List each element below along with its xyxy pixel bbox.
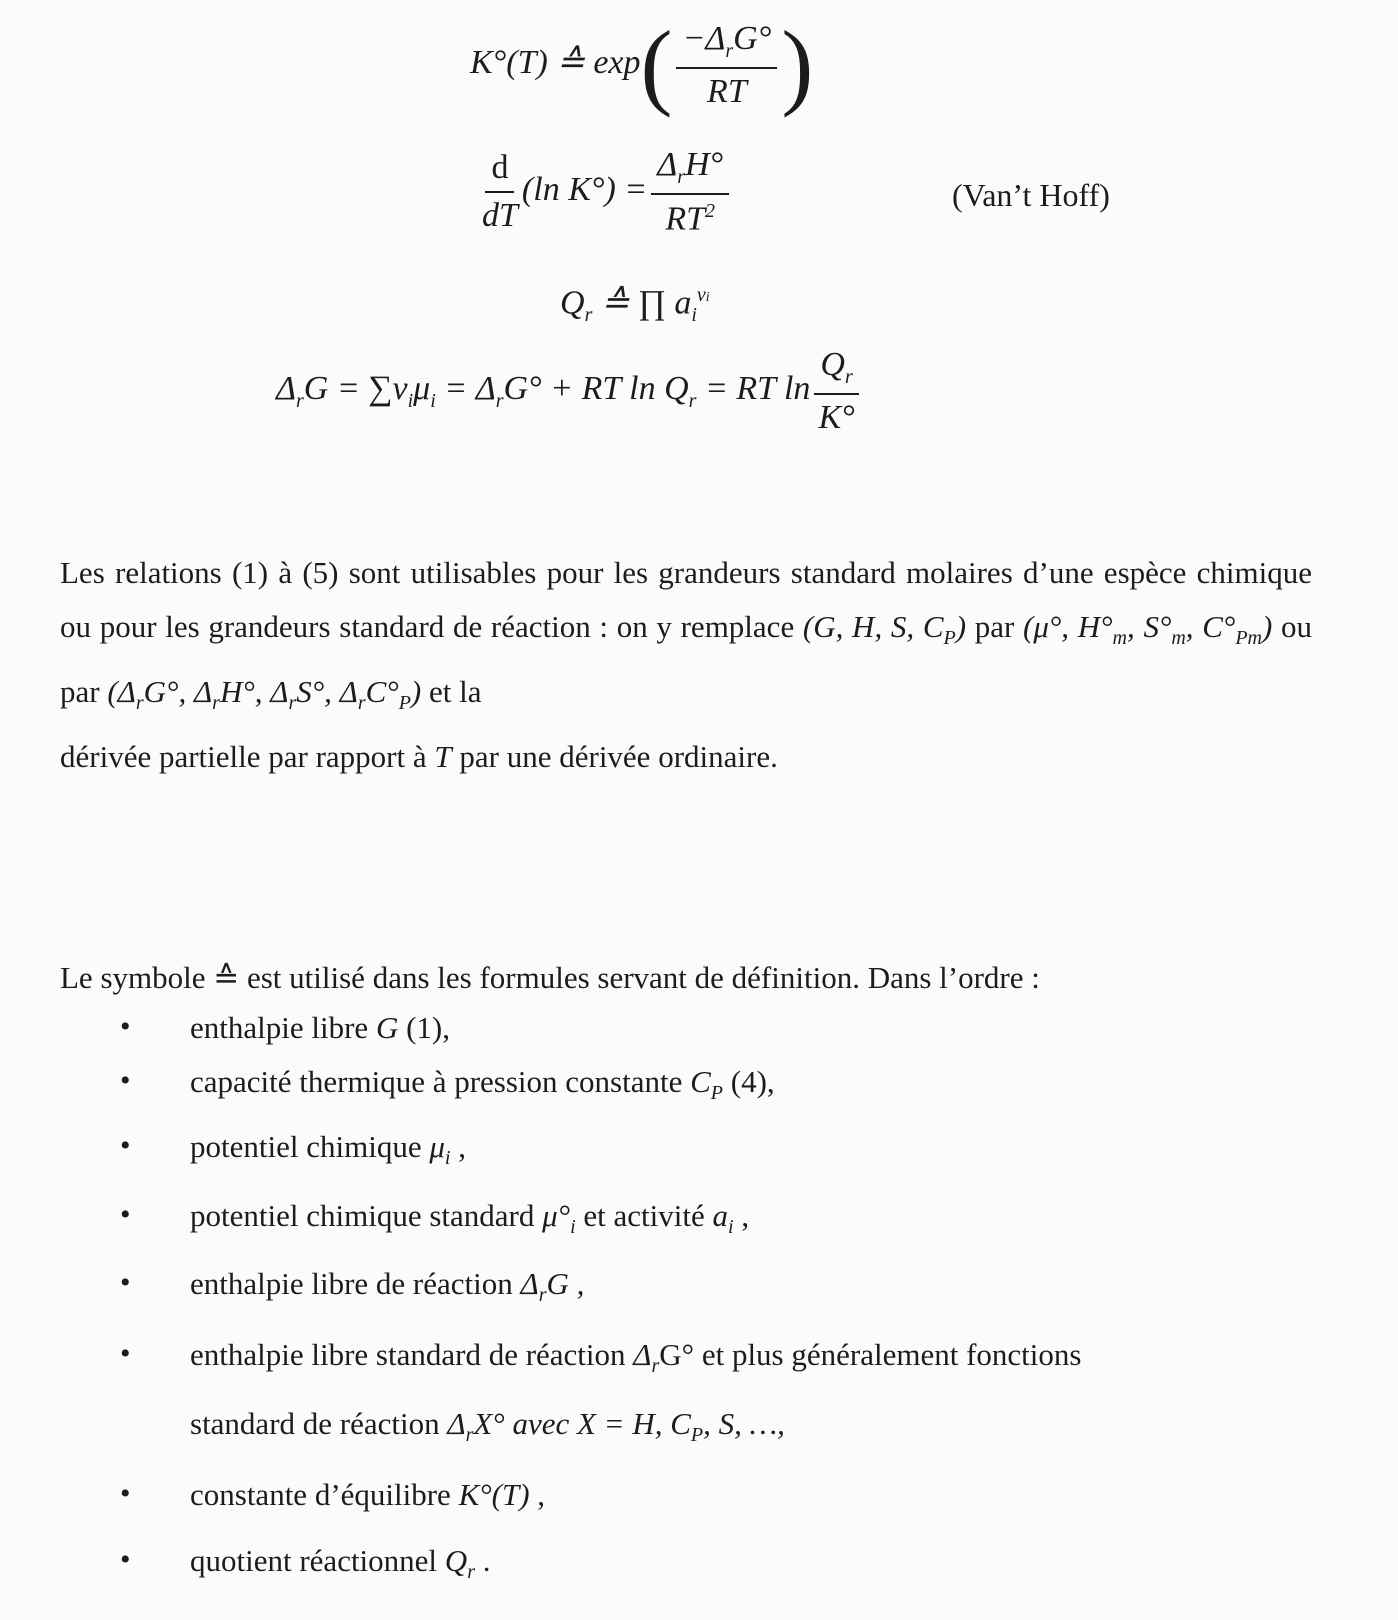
paragraph-line1: Les relations (1) à (5) sont utilisables pour les grandeurs standard molaires d’une espèce chimique ou pour les grandeurs standard de réaction : on y remplace [60, 555, 1312, 644]
intro-a: Le symbole [60, 960, 214, 995]
eq1-lhs: K°(T) ≙ exp [470, 44, 641, 82]
def-text: enthalpie libre de réaction [190, 1265, 521, 1301]
eq4-p1-sub: r [295, 389, 304, 412]
def-sub: i [570, 1216, 576, 1239]
def-tail: et activité [575, 1198, 713, 1234]
def-tail: . [474, 1543, 491, 1579]
def-sub: r [651, 1354, 660, 1377]
eq4-mu: μ [413, 370, 431, 408]
eq1-close-paren: ) [781, 11, 814, 119]
list-item [120, 1266, 1320, 1307]
def-tail: (4), [723, 1064, 775, 1099]
eq3-rhs-sub: i [691, 304, 697, 327]
list-item [120, 1064, 1320, 1105]
equation-vant-hoff [478, 148, 733, 236]
def-text: constante d’équilibre [190, 1477, 459, 1513]
def-math: μ [429, 1129, 445, 1165]
paragraph-set2-mid1: , S° [1127, 609, 1172, 644]
eq4-p1-sub3: i [430, 389, 436, 412]
def-sub2: P [690, 1424, 704, 1447]
eq2-fraction [651, 148, 729, 236]
paragraph-set3-s1: r [135, 692, 144, 715]
list-item [120, 1337, 1320, 1378]
paragraph-set3-d: C° [365, 674, 399, 710]
eq2-derivative [482, 151, 518, 233]
def-text: potentiel chimique standard [190, 1198, 543, 1234]
eq4-p3: = RT ln [696, 370, 811, 408]
eq4-p2-sub2: r [688, 389, 697, 412]
list-item [120, 1543, 1320, 1584]
def-text: enthalpie libre [190, 1010, 376, 1045]
def-tail: G , [546, 1265, 585, 1301]
def-math: μ° [542, 1198, 571, 1234]
list-item [120, 1010, 1320, 1046]
eq1-num: −Δ [682, 20, 726, 57]
paragraph-set3-s4: r [357, 692, 366, 715]
eq4-num: Q [820, 346, 845, 383]
def-math: Δ [633, 1336, 652, 1372]
eq3-rhs: ≙ ∏ a [592, 284, 692, 322]
eq1-open-paren: ( [640, 11, 673, 119]
paragraph-set2-sub3: Pm [1235, 627, 1262, 650]
paragraph-set1: (G, H, S, C [802, 609, 944, 644]
intro-b: est utilisé dans les formules servant de définition. Dans l’ordre : [239, 960, 1040, 995]
paragraph-set3-s2: r [212, 692, 220, 715]
paragraph-set1-end: ) [955, 609, 967, 644]
def-sub: P [710, 1082, 724, 1105]
definitions-list [120, 1010, 1320, 1584]
list-item [120, 1129, 1320, 1170]
paragraph-set3-s3: r [288, 692, 297, 715]
def-text: standard de réaction [190, 1405, 448, 1441]
def-math: G [375, 1010, 399, 1045]
paragraph-et-la: et la [421, 674, 482, 710]
eq2-den-sup: 2 [705, 199, 716, 222]
eq3-lhs: Q [560, 284, 585, 322]
eq4-den: K° [818, 398, 855, 436]
def-sub: r [538, 1283, 547, 1306]
paragraph-set3: (Δ [107, 674, 136, 710]
def-math2: a [712, 1198, 728, 1234]
eq1-den: RT [707, 72, 747, 110]
paragraph-set3-a: G°, Δ [143, 674, 213, 710]
eq4-p2-sub: r [495, 389, 504, 412]
eq3-lhs-sub: r [584, 304, 593, 327]
eq3-rhs-sup-sub: i [705, 290, 710, 305]
paragraph-last-T: T [434, 739, 452, 775]
paragraph-set3-s5: P [398, 692, 411, 715]
def-text: capacité thermique à pression constante [190, 1064, 691, 1099]
def-tail: , [529, 1477, 546, 1513]
definitions-intro [60, 960, 1040, 996]
def-tail: X° avec X = H, C [473, 1405, 691, 1441]
paragraph-set1-sub: P [943, 627, 956, 650]
paragraph-ou-par: ou par [60, 609, 1313, 710]
paragraph-set2-sub2: m [1171, 627, 1186, 650]
def-text: potentiel chimique [190, 1129, 430, 1165]
eq1-fraction [676, 22, 777, 109]
def-sub: r [467, 1561, 475, 1584]
eq4-fraction [814, 348, 858, 435]
def-sub2: i [728, 1216, 734, 1239]
eq2-num-sub: r [677, 165, 685, 188]
def-text: enthalpie libre standard de réaction [190, 1336, 634, 1372]
equation-reaction-gibbs [276, 348, 863, 435]
def-math: Δ [520, 1265, 539, 1301]
def-tail: , [450, 1129, 466, 1165]
definition-symbol: ≙ [213, 960, 240, 995]
eq4-p1-rest: G = ∑ν [303, 370, 408, 408]
def-sub: i [444, 1147, 451, 1170]
vant-hoff-tag: (Van’t Hoff) [952, 177, 1110, 213]
paragraph-set2-mid2: , C° [1185, 609, 1236, 644]
paragraph-par: par [966, 609, 1024, 644]
def-tail: (1), [398, 1010, 450, 1045]
eq3-rhs-sup: ν [696, 284, 706, 306]
eq4-num-sub: r [844, 365, 853, 388]
def-tail: G° et plus généralement fonctions [659, 1336, 1082, 1372]
def-tail2: , [733, 1198, 750, 1234]
eq2-d-num: d [485, 151, 514, 193]
paragraph-set3-end: ) [410, 674, 422, 710]
paragraph-last-a: dérivée partielle par rapport à [60, 739, 435, 775]
paragraph-set3-c: S°, Δ [296, 674, 358, 710]
list-item [120, 1198, 1320, 1239]
eq2-mid: (ln K°) = [521, 170, 648, 208]
eq1-num-sub: r [725, 39, 734, 62]
paragraph-set2-end: ) [1261, 609, 1273, 644]
eq4-p1-sub2: i [407, 389, 414, 412]
eq4-p2-rest: G° + RT ln Q [503, 370, 689, 408]
eq2-den: RT [665, 200, 706, 238]
paragraph-set3-b: H°, Δ [219, 674, 289, 710]
def-math: C [690, 1064, 711, 1099]
def-math: K°(T) [458, 1477, 530, 1513]
eq4-p2: = Δ [435, 370, 496, 408]
def-text: quotient réactionnel [190, 1543, 445, 1579]
paragraph-set2-sub1: m [1112, 627, 1127, 650]
def-math: Δ [447, 1405, 466, 1441]
relations-paragraph [60, 546, 1312, 784]
eq2-d-den: dT [482, 197, 518, 235]
equation-equilibrium-constant [470, 11, 814, 119]
equation-reaction-quotient [560, 285, 710, 325]
eq2-num-rest: H° [685, 146, 724, 183]
paragraph-last-b: par une dérivée ordinaire. [451, 739, 778, 775]
def-tail2: , S, …, [703, 1405, 785, 1441]
def-sub: r [465, 1424, 474, 1447]
list-item [120, 1477, 1320, 1513]
paragraph-set2: (μ°, H° [1023, 609, 1113, 644]
eq2-num: Δ [657, 146, 678, 183]
eq4-p1: Δ [276, 370, 296, 408]
eq1-num-rest: G° [733, 20, 772, 57]
list-item-continuation [120, 1406, 1320, 1447]
def-math: Q [444, 1543, 468, 1579]
